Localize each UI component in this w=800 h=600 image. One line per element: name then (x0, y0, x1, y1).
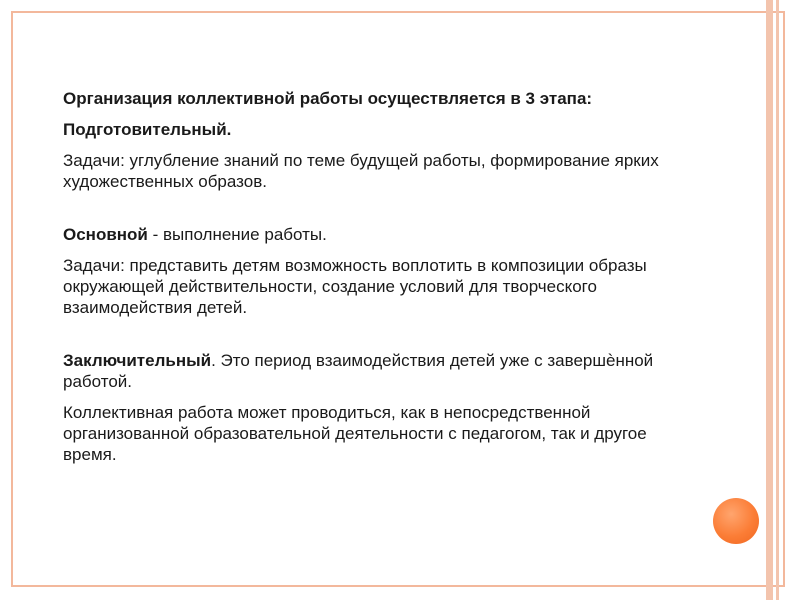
intro-heading (63, 88, 703, 109)
slide-content (63, 88, 703, 475)
stage3-rest: . Это период взаимодействия детей уже с завершѐнной работой. (63, 351, 654, 391)
spacer (63, 328, 703, 350)
stage3-note: Коллективная работа может проводиться, как в непосредственной организованной образовательной деятельности с педагогом, так и другое время. (63, 403, 647, 464)
stage2-heading (63, 224, 703, 245)
orange-circle-icon (713, 498, 759, 544)
decorative-rail-inner (776, 0, 779, 600)
stage2-tasks: Задачи: представить детям возможность воплотить в композиции образы окружающей действительности, создание условий для творческого взаимодействия детей. (63, 256, 647, 317)
stage2-rest: - выполнение работы. (147, 225, 327, 244)
stage3-name: Заключительный (63, 351, 212, 370)
decorative-rail-outer (766, 0, 773, 600)
stage1-tasks: Задачи: углубление знаний по теме будущей работы, формирование ярких художественных образов. (63, 151, 659, 191)
stage2-name: Основной (63, 225, 148, 244)
spacer (63, 202, 703, 224)
intro-heading-text: Организация коллективной работы осуществляется в 3 этапа: (63, 89, 593, 108)
stage1-name: Подготовительный. (63, 120, 232, 139)
stage3-heading (63, 350, 703, 392)
stage1-heading (63, 119, 703, 140)
